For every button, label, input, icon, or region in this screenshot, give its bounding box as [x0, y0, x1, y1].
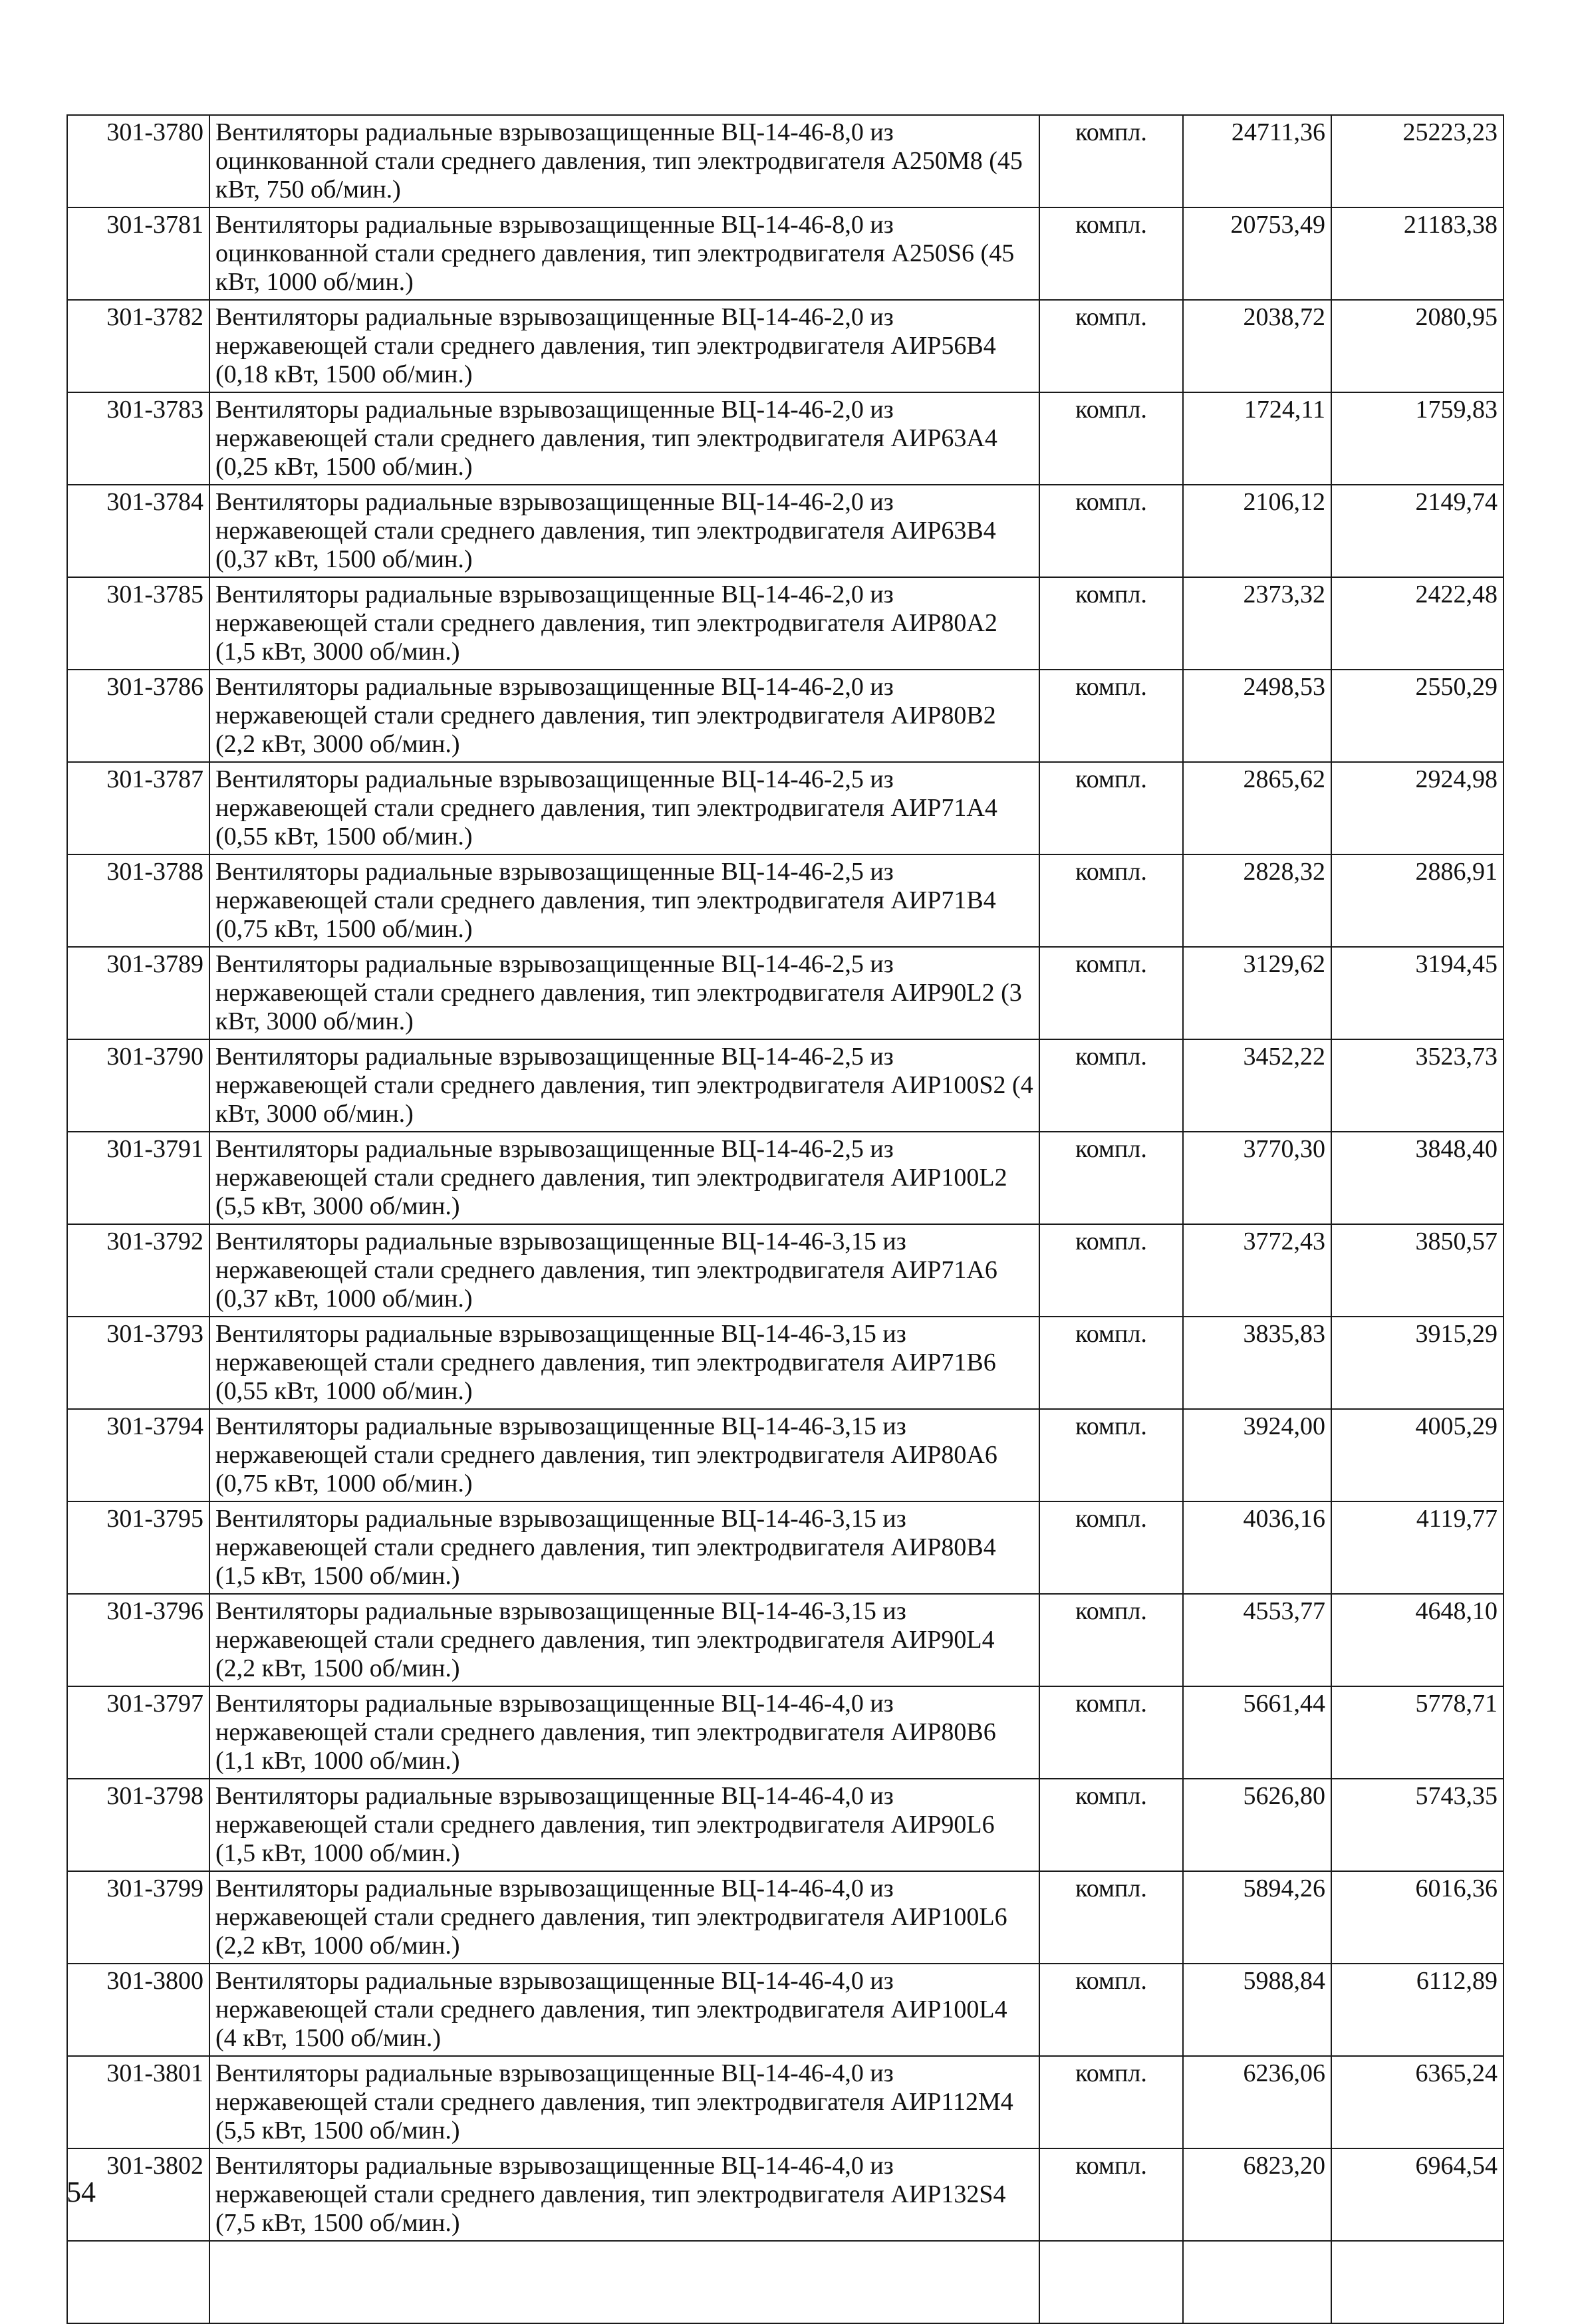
price-cell: 2865,62 [1183, 762, 1331, 854]
price-cell: 6823,20 [1183, 2148, 1331, 2241]
price-total-cell: 3194,45 [1331, 947, 1504, 1039]
price-cell: 5661,44 [1183, 1686, 1331, 1779]
price-cell: 4553,77 [1183, 1594, 1331, 1686]
price-total-cell: 4119,77 [1331, 1501, 1504, 1594]
table-row [67, 1317, 1504, 1409]
item-code-cell: 301-3796 [67, 1594, 209, 1686]
item-code-cell: 301-3785 [67, 577, 209, 670]
price-cell: 3835,83 [1183, 1317, 1331, 1409]
item-description-cell: Вентиляторы радиальные взрывозащищенные ВЦ-14-46-2,0 из нержавеющей стали среднего давления, тип электродвигателя АИР80А2 (1,5 кВт, 3000 об/мин.) [209, 577, 1039, 670]
item-description-cell: Вентиляторы радиальные взрывозащищенные ВЦ-14-46-4,0 из нержавеющей стали среднего давления, тип электродвигателя АИР100L6 (2,2 кВт, 1000 об/мин.) [209, 1871, 1039, 1964]
item-description-cell: Вентиляторы радиальные взрывозащищенные ВЦ-14-46-4,0 из нержавеющей стали среднего давления, тип электродвигателя АИР112М4 (5,5 кВт, 1500 об/мин.) [209, 2056, 1039, 2148]
table-row [67, 854, 1504, 947]
price-total-cell: 1759,83 [1331, 392, 1504, 485]
unit-cell: компл. [1039, 1132, 1183, 1224]
price-total-cell: 4648,10 [1331, 1594, 1504, 1686]
blank-cell [1039, 2241, 1183, 2323]
table-row [67, 207, 1504, 300]
price-total-cell: 2080,95 [1331, 300, 1504, 392]
item-description-cell: Вентиляторы радиальные взрывозащищенные ВЦ-14-46-3,15 из нержавеющей стали среднего давления, тип электродвигателя АИР90L4 (2,2 кВт, 1500 об/мин.) [209, 1594, 1039, 1686]
price-cell: 2373,32 [1183, 577, 1331, 670]
item-description-cell: Вентиляторы радиальные взрывозащищенные ВЦ-14-46-3,15 из нержавеющей стали среднего давления, тип электродвигателя АИР80В4 (1,5 кВт, 1500 об/мин.) [209, 1501, 1039, 1594]
item-code-cell: 301-3783 [67, 392, 209, 485]
price-cell: 2106,12 [1183, 485, 1331, 577]
unit-cell: компл. [1039, 762, 1183, 854]
table-row [67, 762, 1504, 854]
price-cell: 5988,84 [1183, 1964, 1331, 2056]
item-description-cell: Вентиляторы радиальные взрывозащищенные ВЦ-14-46-8,0 из оцинкованной стали среднего давления, тип электродвигателя А250М8 (45 кВт, 750 об/мин.) [209, 115, 1039, 207]
table-row [67, 1224, 1504, 1317]
price-total-cell: 6112,89 [1331, 1964, 1504, 2056]
table-row [67, 485, 1504, 577]
item-description-cell: Вентиляторы радиальные взрывозащищенные ВЦ-14-46-4,0 из нержавеющей стали среднего давления, тип электродвигателя АИР132S4 (7,5 кВт, 1500 об/мин.) [209, 2148, 1039, 2241]
item-description-cell: Вентиляторы радиальные взрывозащищенные ВЦ-14-46-4,0 из нержавеющей стали среднего давления, тип электродвигателя АИР100L4 (4 кВт, 1500 об/мин.) [209, 1964, 1039, 2056]
item-code-cell: 301-3781 [67, 207, 209, 300]
price-cell: 5894,26 [1183, 1871, 1331, 1964]
table-row [67, 2056, 1504, 2148]
price-cell: 6236,06 [1183, 2056, 1331, 2148]
unit-cell: компл. [1039, 854, 1183, 947]
table-row [67, 1409, 1504, 1501]
table-row [67, 577, 1504, 670]
unit-cell: компл. [1039, 2148, 1183, 2241]
price-cell: 20753,49 [1183, 207, 1331, 300]
item-code-cell: 301-3784 [67, 485, 209, 577]
blank-cell [209, 2241, 1039, 2323]
table-blank-row [67, 2241, 1504, 2323]
unit-cell: компл. [1039, 947, 1183, 1039]
unit-cell: компл. [1039, 1224, 1183, 1317]
price-total-cell: 3848,40 [1331, 1132, 1504, 1224]
unit-cell: компл. [1039, 1594, 1183, 1686]
unit-cell: компл. [1039, 1039, 1183, 1132]
table-row [67, 1779, 1504, 1871]
price-total-cell: 6016,36 [1331, 1871, 1504, 1964]
price-total-cell: 2422,48 [1331, 577, 1504, 670]
item-description-cell: Вентиляторы радиальные взрывозащищенные ВЦ-14-46-2,0 из нержавеющей стали среднего давления, тип электродвигателя АИР80В2 (2,2 кВт, 3000 об/мин.) [209, 670, 1039, 762]
price-cell: 3772,43 [1183, 1224, 1331, 1317]
unit-cell: компл. [1039, 1871, 1183, 1964]
item-code-cell: 301-3790 [67, 1039, 209, 1132]
price-cell: 2038,72 [1183, 300, 1331, 392]
item-description-cell: Вентиляторы радиальные взрывозащищенные ВЦ-14-46-2,5 из нержавеющей стали среднего давления, тип электродвигателя АИР100L2 (5,5 кВт, 3000 об/мин.) [209, 1132, 1039, 1224]
unit-cell: компл. [1039, 485, 1183, 577]
price-cell: 3452,22 [1183, 1039, 1331, 1132]
blank-cell [67, 2241, 209, 2323]
unit-cell: компл. [1039, 115, 1183, 207]
table-row [67, 2148, 1504, 2241]
table-row [67, 1871, 1504, 1964]
item-code-cell: 301-3780 [67, 115, 209, 207]
price-total-cell: 2886,91 [1331, 854, 1504, 947]
item-code-cell: 301-3802 [67, 2148, 209, 2241]
table-row [67, 947, 1504, 1039]
item-code-cell: 301-3789 [67, 947, 209, 1039]
unit-cell: компл. [1039, 1501, 1183, 1594]
unit-cell: компл. [1039, 1964, 1183, 2056]
table-row [67, 115, 1504, 207]
price-total-cell: 3523,73 [1331, 1039, 1504, 1132]
item-code-cell: 301-3799 [67, 1871, 209, 1964]
price-total-cell: 2550,29 [1331, 670, 1504, 762]
item-code-cell: 301-3798 [67, 1779, 209, 1871]
price-cell: 4036,16 [1183, 1501, 1331, 1594]
item-code-cell: 301-3801 [67, 2056, 209, 2148]
table-row [67, 1501, 1504, 1594]
item-code-cell: 301-3791 [67, 1132, 209, 1224]
item-code-cell: 301-3788 [67, 854, 209, 947]
item-code-cell: 301-3800 [67, 1964, 209, 2056]
item-code-cell: 301-3787 [67, 762, 209, 854]
price-table [66, 114, 1504, 2324]
item-description-cell: Вентиляторы радиальные взрывозащищенные ВЦ-14-46-2,0 из нержавеющей стали среднего давления, тип электродвигателя АИР63В4 (0,37 кВт, 1500 об/мин.) [209, 485, 1039, 577]
price-total-cell: 2149,74 [1331, 485, 1504, 577]
item-description-cell: Вентиляторы радиальные взрывозащищенные ВЦ-14-46-2,0 из нержавеющей стали среднего давления, тип электродвигателя АИР63А4 (0,25 кВт, 1500 об/мин.) [209, 392, 1039, 485]
unit-cell: компл. [1039, 207, 1183, 300]
item-code-cell: 301-3797 [67, 1686, 209, 1779]
table-row [67, 1132, 1504, 1224]
item-description-cell: Вентиляторы радиальные взрывозащищенные ВЦ-14-46-3,15 из нержавеющей стали среднего давления, тип электродвигателя АИР71В6 (0,55 кВт, 1000 об/мин.) [209, 1317, 1039, 1409]
price-cell: 5626,80 [1183, 1779, 1331, 1871]
item-code-cell: 301-3786 [67, 670, 209, 762]
table-row [67, 1686, 1504, 1779]
item-description-cell: Вентиляторы радиальные взрывозащищенные ВЦ-14-46-2,5 из нержавеющей стали среднего давления, тип электродвигателя АИР71В4 (0,75 кВт, 1500 об/мин.) [209, 854, 1039, 947]
item-code-cell: 301-3794 [67, 1409, 209, 1501]
price-table-body [67, 115, 1504, 2323]
unit-cell: компл. [1039, 1317, 1183, 1409]
table-row [67, 1964, 1504, 2056]
item-description-cell: Вентиляторы радиальные взрывозащищенные ВЦ-14-46-8,0 из оцинкованной стали среднего давления, тип электродвигателя А250S6 (45 кВт, 1000 об/мин.) [209, 207, 1039, 300]
item-description-cell: Вентиляторы радиальные взрывозащищенные ВЦ-14-46-2,5 из нержавеющей стали среднего давления, тип электродвигателя АИР71А4 (0,55 кВт, 1500 об/мин.) [209, 762, 1039, 854]
price-total-cell: 3915,29 [1331, 1317, 1504, 1409]
item-code-cell: 301-3792 [67, 1224, 209, 1317]
item-code-cell: 301-3795 [67, 1501, 209, 1594]
item-description-cell: Вентиляторы радиальные взрывозащищенные ВЦ-14-46-2,5 из нержавеющей стали среднего давления, тип электродвигателя АИР100S2 (4 кВт, 3000 об/мин.) [209, 1039, 1039, 1132]
price-total-cell: 5743,35 [1331, 1779, 1504, 1871]
unit-cell: компл. [1039, 577, 1183, 670]
item-description-cell: Вентиляторы радиальные взрывозащищенные ВЦ-14-46-3,15 из нержавеющей стали среднего давления, тип электродвигателя АИР80А6 (0,75 кВт, 1000 об/мин.) [209, 1409, 1039, 1501]
price-cell: 3129,62 [1183, 947, 1331, 1039]
unit-cell: компл. [1039, 392, 1183, 485]
price-total-cell: 21183,38 [1331, 207, 1504, 300]
blank-cell [1331, 2241, 1504, 2323]
item-description-cell: Вентиляторы радиальные взрывозащищенные ВЦ-14-46-4,0 из нержавеющей стали среднего давления, тип электродвигателя АИР90L6 (1,5 кВт, 1000 об/мин.) [209, 1779, 1039, 1871]
price-cell: 3924,00 [1183, 1409, 1331, 1501]
table-row [67, 1039, 1504, 1132]
price-total-cell: 6964,54 [1331, 2148, 1504, 2241]
table-row [67, 300, 1504, 392]
price-cell: 1724,11 [1183, 392, 1331, 485]
price-cell: 2828,32 [1183, 854, 1331, 947]
item-description-cell: Вентиляторы радиальные взрывозащищенные ВЦ-14-46-2,5 из нержавеющей стали среднего давления, тип электродвигателя АИР90L2 (3 кВт, 3000 об/мин.) [209, 947, 1039, 1039]
blank-cell [1183, 2241, 1331, 2323]
item-code-cell: 301-3782 [67, 300, 209, 392]
price-total-cell: 6365,24 [1331, 2056, 1504, 2148]
price-total-cell: 3850,57 [1331, 1224, 1504, 1317]
item-description-cell: Вентиляторы радиальные взрывозащищенные ВЦ-14-46-2,0 из нержавеющей стали среднего давления, тип электродвигателя АИР56В4 (0,18 кВт, 1500 об/мин.) [209, 300, 1039, 392]
unit-cell: компл. [1039, 1779, 1183, 1871]
price-cell: 3770,30 [1183, 1132, 1331, 1224]
page-number: 54 [66, 2176, 96, 2208]
item-description-cell: Вентиляторы радиальные взрывозащищенные ВЦ-14-46-3,15 из нержавеющей стали среднего давления, тип электродвигателя АИР71А6 (0,37 кВт, 1000 об/мин.) [209, 1224, 1039, 1317]
unit-cell: компл. [1039, 2056, 1183, 2148]
price-total-cell: 4005,29 [1331, 1409, 1504, 1501]
unit-cell: компл. [1039, 670, 1183, 762]
table-row [67, 1594, 1504, 1686]
table-row [67, 670, 1504, 762]
price-total-cell: 25223,23 [1331, 115, 1504, 207]
unit-cell: компл. [1039, 300, 1183, 392]
unit-cell: компл. [1039, 1409, 1183, 1501]
item-code-cell: 301-3793 [67, 1317, 209, 1409]
table-row [67, 392, 1504, 485]
price-total-cell: 2924,98 [1331, 762, 1504, 854]
price-cell: 2498,53 [1183, 670, 1331, 762]
price-cell: 24711,36 [1183, 115, 1331, 207]
item-description-cell: Вентиляторы радиальные взрывозащищенные ВЦ-14-46-4,0 из нержавеющей стали среднего давления, тип электродвигателя АИР80В6 (1,1 кВт, 1000 об/мин.) [209, 1686, 1039, 1779]
price-total-cell: 5778,71 [1331, 1686, 1504, 1779]
unit-cell: компл. [1039, 1686, 1183, 1779]
